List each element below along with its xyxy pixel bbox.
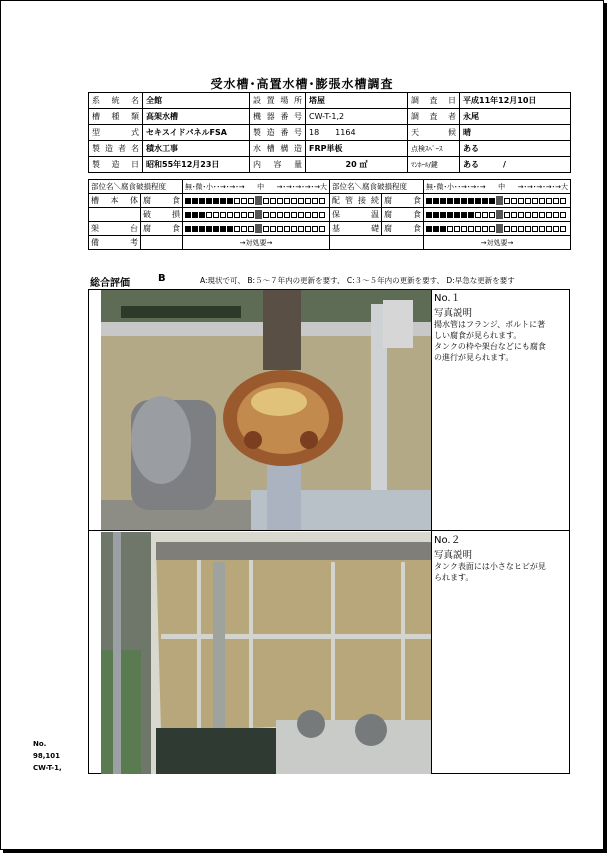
severity-cell (305, 198, 311, 204)
severity-cell (553, 198, 559, 204)
severity-cell (511, 212, 517, 218)
mfg-date-value: 昭和55年12月23日 (143, 157, 250, 173)
severity-cell (539, 212, 545, 218)
cond-kind: 破 損 (141, 208, 183, 222)
severity-cell (433, 226, 439, 232)
document-title: 受水槽･高置水槽･膨張水槽調査 (210, 77, 394, 91)
photo-desc-line: られます。 (434, 573, 474, 582)
model-label: 型 式 (89, 125, 143, 141)
severity-cell (560, 226, 566, 232)
severity-cell (220, 226, 226, 232)
severity-cell (284, 198, 290, 204)
cond-scale (424, 222, 571, 236)
photo-desc-line: 揚水管はフランジ、ボルトに著 (434, 320, 546, 329)
severity-cell (234, 212, 240, 218)
info-table (88, 92, 571, 173)
cond-scale (183, 208, 330, 222)
severity-cell (241, 212, 247, 218)
weather-label: 天 候 (408, 125, 460, 141)
severity-cell (489, 198, 495, 204)
photo-1 (101, 290, 431, 530)
severity-cell (305, 226, 311, 232)
photo-desc-line: しい腐食が見られます。 (434, 331, 522, 340)
severity-cell (206, 212, 212, 218)
severity-marker (426, 210, 568, 219)
severity-cell (433, 198, 439, 204)
severity-cell (206, 226, 212, 232)
severity-marker (426, 224, 568, 233)
severity-cell (532, 226, 538, 232)
weather-value: 晴 (460, 125, 571, 141)
severity-cell (291, 212, 297, 218)
severity-cell (489, 212, 495, 218)
severity-cell (248, 212, 254, 218)
severity-cell (553, 212, 559, 218)
severity-cell (511, 226, 517, 232)
severity-cell (539, 226, 545, 232)
photo-divider (89, 530, 569, 531)
photo-2 (101, 532, 431, 774)
severity-cell (546, 212, 552, 218)
evaluation-label: 総合評価 (90, 278, 130, 289)
severity-cell (426, 226, 432, 232)
severity-cell (270, 212, 276, 218)
condition-table (88, 179, 571, 250)
severity-cell (185, 226, 191, 232)
cond-part: 保 温 (330, 208, 382, 222)
footer-line: CW-T-1, (33, 764, 62, 772)
severity-cell (440, 212, 446, 218)
cond-kind: 腐 食 (382, 194, 424, 208)
device-no-value: CW-T-1,2 (306, 109, 408, 125)
severity-cell (277, 198, 283, 204)
severity-cell (468, 226, 474, 232)
severity-cell (234, 226, 240, 232)
action-required-left: →対処要→ (183, 236, 330, 250)
severity-cell (263, 226, 269, 232)
severity-cell (248, 226, 254, 232)
severity-cell (496, 196, 503, 205)
cond-scale (424, 194, 571, 208)
severity-cell (234, 198, 240, 204)
severity-cell (482, 212, 488, 218)
photo-desc-line: タンクの枠や架台などにも腐食 (434, 342, 546, 351)
cond-part: 架 台 (89, 222, 141, 236)
severity-cell (255, 224, 262, 233)
severity-cell (454, 226, 460, 232)
severity-cell (496, 210, 503, 219)
page-footer (33, 738, 62, 774)
location-label: 設置場所 (250, 93, 306, 109)
severity-marker (426, 196, 568, 205)
severity-cell (504, 212, 510, 218)
capacity-label: 内 容 量 (250, 157, 306, 173)
severity-cell (312, 198, 318, 204)
severity-cell (475, 212, 481, 218)
severity-cell (199, 212, 205, 218)
severity-cell (270, 198, 276, 204)
severity-cell (511, 198, 517, 204)
severity-cell (482, 226, 488, 232)
severity-cell (298, 226, 304, 232)
severity-cell (447, 198, 453, 204)
severity-cell (284, 226, 290, 232)
severity-cell (312, 226, 318, 232)
photo-2-note (434, 535, 568, 583)
cond-part (89, 208, 141, 222)
device-no-label: 機器番号 (250, 109, 306, 125)
model-value: セキスイドパネルFSA (143, 125, 250, 141)
severity-cell (227, 212, 233, 218)
severity-cell (482, 198, 488, 204)
severity-cell (305, 212, 311, 218)
severity-cell (518, 198, 524, 204)
capacity-value: 20 ㎥ (306, 157, 408, 173)
severity-cell (440, 198, 446, 204)
severity-cell (447, 226, 453, 232)
severity-cell (220, 212, 226, 218)
surveyor-value: 永尾 (460, 109, 571, 125)
severity-cell (489, 226, 495, 232)
severity-cell (504, 198, 510, 204)
inspect-space-value: ある (460, 141, 571, 157)
manhole-value: ある / (460, 157, 571, 173)
severity-cell (504, 226, 510, 232)
part-header-right: 部位名＼腐食破損程度 (330, 180, 424, 194)
action-required-right: →対処要→ (424, 236, 571, 250)
severity-cell (532, 212, 538, 218)
maker-label: 製造者名 (89, 141, 143, 157)
evaluation-grade: B (158, 273, 166, 284)
severity-cell (525, 226, 531, 232)
date-label: 調 査 日 (408, 93, 460, 109)
photo-1-note (434, 293, 568, 363)
severity-cell (546, 198, 552, 204)
tank-type-value: 高架水槽 (143, 109, 250, 125)
severity-cell (227, 198, 233, 204)
photo-desc-line: の進行が見られます。 (434, 353, 514, 362)
system-label: 系 統 名 (89, 93, 143, 109)
severity-marker (185, 196, 327, 205)
severity-cell (263, 212, 269, 218)
photo-column-divider (431, 290, 432, 773)
photo-heading: 写真説明 (434, 550, 473, 561)
evaluation-legend: A:現状で可、 B:５～７年内の更新を要す、 C:３～５年内の更新を要す、 D:早急な更新を要す (200, 276, 515, 285)
severity-cell (461, 198, 467, 204)
remarks-label: 備 考 (89, 236, 141, 250)
severity-cell (255, 196, 262, 205)
severity-cell (192, 212, 198, 218)
severity-cell (213, 198, 219, 204)
overall-evaluation (88, 267, 570, 290)
severity-cell (454, 212, 460, 218)
severity-cell (426, 212, 432, 218)
severity-cell (284, 212, 290, 218)
severity-cell (319, 226, 325, 232)
cond-scale (183, 194, 330, 208)
severity-cell (440, 226, 446, 232)
photo-number: No.２ (434, 535, 461, 546)
severity-cell (518, 212, 524, 218)
photo-section (88, 289, 570, 774)
severity-cell (525, 198, 531, 204)
serial-value: 18 1164 (306, 125, 408, 141)
scale-header-right: 無･微･小･･→･→･→ 中 →･→･→･→･→大 (424, 180, 571, 194)
severity-cell (461, 226, 467, 232)
severity-cell (461, 212, 467, 218)
severity-cell (291, 198, 297, 204)
severity-cell (213, 226, 219, 232)
severity-cell (447, 212, 453, 218)
severity-cell (185, 212, 191, 218)
date-value: 平成11年12月10日 (460, 93, 571, 109)
footer-line: 98,101 (33, 752, 61, 760)
severity-cell (553, 226, 559, 232)
severity-cell (468, 198, 474, 204)
severity-cell (277, 212, 283, 218)
severity-cell (468, 212, 474, 218)
severity-cell (475, 226, 481, 232)
photo-number: No.１ (434, 293, 461, 304)
part-header-left: 部位名＼腐食破損程度 (89, 180, 183, 194)
severity-cell (263, 198, 269, 204)
footer-line: No. (33, 740, 47, 748)
severity-cell (291, 226, 297, 232)
tank-exterior-photo (101, 532, 431, 774)
severity-cell (192, 226, 198, 232)
severity-cell (546, 226, 552, 232)
severity-cell (475, 198, 481, 204)
severity-cell (248, 198, 254, 204)
pipe-flange-photo (101, 290, 431, 530)
cond-scale (183, 222, 330, 236)
severity-marker (185, 210, 327, 219)
severity-cell (199, 198, 205, 204)
severity-cell (319, 198, 325, 204)
severity-cell (518, 226, 524, 232)
location-value: 塔屋 (306, 93, 408, 109)
severity-cell (199, 226, 205, 232)
maker-value: 積水工事 (143, 141, 250, 157)
severity-cell (241, 226, 247, 232)
structure-value: FRP単板 (306, 141, 408, 157)
severity-cell (277, 226, 283, 232)
tank-type-label: 槽種類 (89, 109, 143, 125)
severity-marker (185, 224, 327, 233)
severity-cell (298, 198, 304, 204)
cond-part: 配管接続 (330, 194, 382, 208)
cond-kind: 腐 食 (141, 194, 183, 208)
photo-desc-line: タンク表面には小さなヒビが見 (434, 562, 546, 571)
cond-kind: 腐 食 (382, 222, 424, 236)
severity-cell (206, 198, 212, 204)
severity-cell (525, 212, 531, 218)
cond-kind: 腐 食 (382, 208, 424, 222)
structure-label: 水槽構造 (250, 141, 306, 157)
system-value: 全館 (143, 93, 250, 109)
inspect-space-label: 点検ｽﾍﾟｰｽ (408, 141, 460, 157)
severity-cell (270, 226, 276, 232)
cond-part: 基 礎 (330, 222, 382, 236)
cond-kind: 腐 食 (141, 222, 183, 236)
severity-cell (241, 198, 247, 204)
severity-cell (426, 198, 432, 204)
photo-heading: 写真説明 (434, 308, 473, 319)
severity-cell (319, 212, 325, 218)
severity-cell (454, 198, 460, 204)
severity-cell (496, 224, 503, 233)
surveyor-label: 調 査 者 (408, 109, 460, 125)
cond-part: 槽 本 体 (89, 194, 141, 208)
severity-cell (220, 198, 226, 204)
severity-cell (433, 212, 439, 218)
severity-cell (298, 212, 304, 218)
severity-cell (560, 198, 566, 204)
mfg-date-label: 製 造 日 (89, 157, 143, 173)
severity-cell (312, 212, 318, 218)
scale-header-left: 無･微･小･･→･→･→ 中 →･→･→･→･→大 (183, 180, 330, 194)
severity-cell (539, 198, 545, 204)
severity-cell (560, 212, 566, 218)
severity-cell (192, 198, 198, 204)
manhole-label: ﾏﾝﾎｰﾙ/鍵 (408, 157, 460, 173)
severity-cell (185, 198, 191, 204)
serial-label: 製造番号 (250, 125, 306, 141)
severity-cell (227, 226, 233, 232)
severity-cell (213, 212, 219, 218)
cond-scale (424, 208, 571, 222)
severity-cell (255, 210, 262, 219)
severity-cell (532, 198, 538, 204)
